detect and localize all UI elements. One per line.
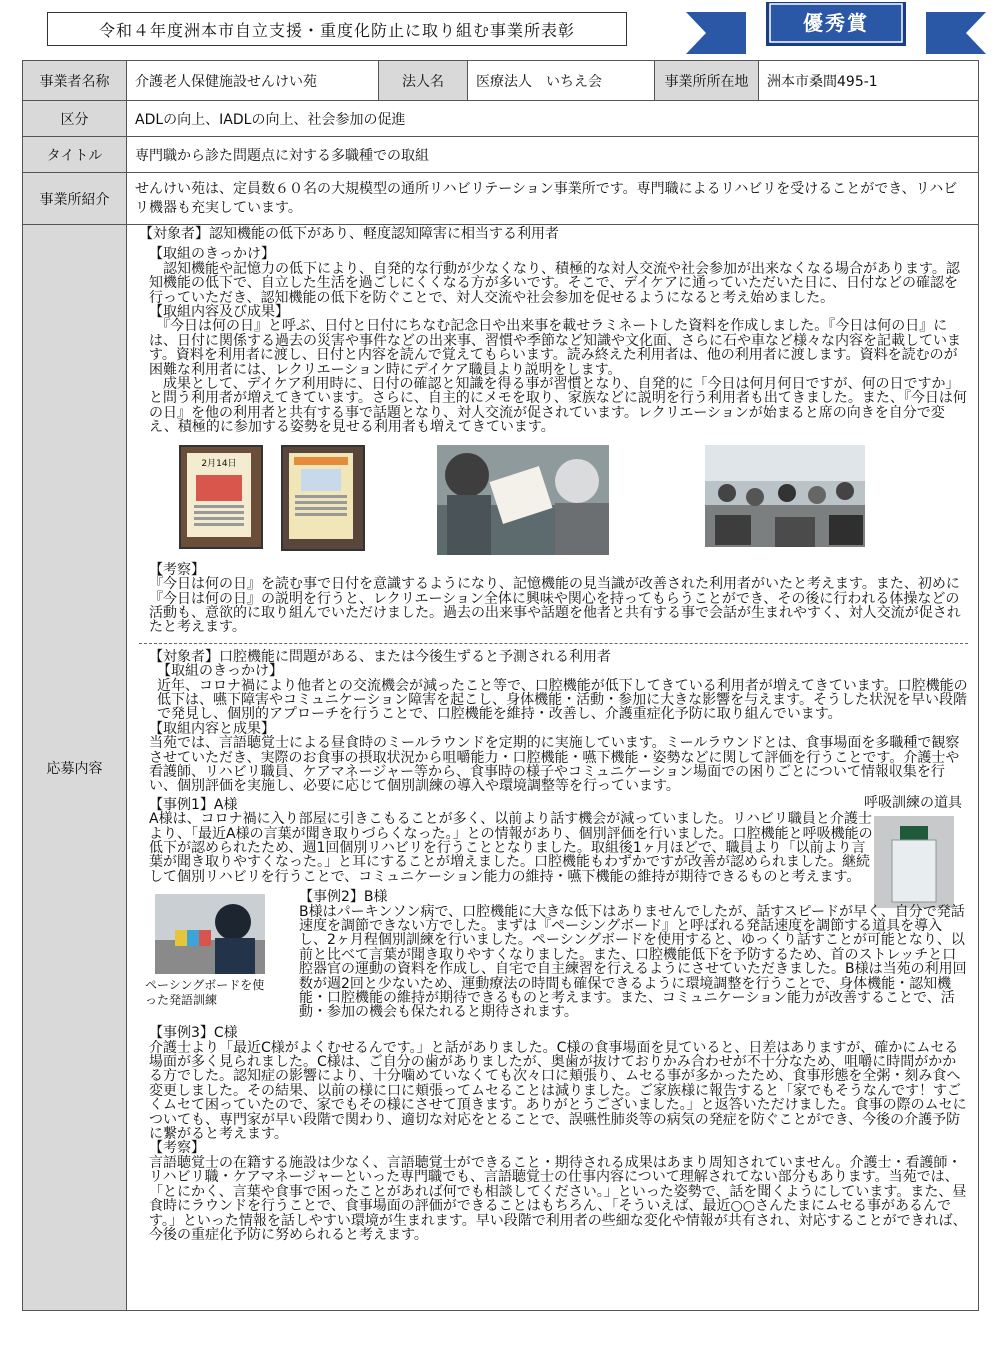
content-body [127, 225, 979, 1311]
corp-value: 医療法人 いちえ会 [468, 61, 655, 101]
s1-content-2: 成果として、デイケア利用時に、日付の確認と知識を得る事が習慣となり、自発的に「今日は何月何日ですが、何の日ですか」と問う利用者が増えてきています。さらに、自主的にメモを取り、家族などに説明を行う利用者も出てきました。また、『今日は何の日』を他の利用者と共有する事で話題となり、対人交流が促されています。レクリエーションが始まると席の向きを自分で変え、積極的に参加する姿勢を見せる利用者も増えてきています。 [149, 376, 967, 436]
case1-block [139, 794, 968, 885]
event-card-photo [281, 445, 365, 551]
award-label: 優秀賞 [803, 11, 869, 35]
business-name-value: 介護老人保健施設せんけい苑 [127, 61, 379, 101]
location-value: 洲本市桑間495-1 [759, 61, 979, 101]
s2-content: 当苑では、言語聴覚士による昼食時のミールラウンドを定期的に実施しています。ミールラウンドとは、食事場面を多職種で観察させていただき、実際のお食事の摂取状況から咀嚼能力・口腔機能・嚥下機能・姿勢などに関して評価を行うことです。介護士や看護師、リハビリ職員、ケアマネージャー等から、食事時の様子やコミュニケーション場面での困りごとについて情報収集を行い、個別評価を実施し、必要に応じて個別訓練の導入や環境調整等を行っています。 [149, 735, 960, 795]
info-table [22, 60, 979, 1311]
s2-trigger: 近年、コロナ禍により他者との交流機会が減ったこと等で、口腔機能が低下してきている利用者が増えてきています。口腔機能の低下は、嚥下障害やコミュニケーション障害を起こし、身体機能・活動・参加に大きな影響を与えます。そうした状況を早い段階で発見し、個別的アプローチを行うことで、口腔機能を維持・改善し、介護重症化予防に取り組んでいます。 [157, 677, 968, 723]
s1-trigger: 認知機能や記憶力の低下により、自発的な行動が少なくなり、積極的な対人交流や社会参加が出来なくなる場合があります。認知機能の低下で、自立した生活を過ごしにくくなる方が多いです。そこで、デイケアに通っていただいた日に、日付などの確認を行っていただき、認知機能の低下を防ぐことで、対人交流や社会参加を促せるようになると考え始めました。 [149, 260, 960, 306]
calendar-card-photo [179, 445, 263, 549]
case1-text: A様は、コロナ禍に入り部屋に引きこもることが多く、以前より話す機会が減っていました。リハビリ職員と介護士より、「最近A様の言葉が聞き取りづらくなった。」との情報があり、個別評価を行いました。口腔機能と呼吸機能の低下が認められたため、週1回個別リハビリを行うこととなりました。取組後1ヶ月ほどで、職員より「以前より言葉が聞き取りやすくなった。」と耳にすることが増えました。口腔機能もわずかですが改善が認められました。継続して個別リハビリを行うことで、コミュニケーション能力の維持・嚥下機能の維持が期待できるものと考えます。 [149, 811, 873, 885]
case2-caption: ペーシングボードを使った発語訓練 [145, 978, 265, 1008]
case2-text: B様はパーキンソン病で、口腔機能に大きな低下はありませんでしたが、話すスピードが早く、自分で発話速度を調節できない方でした。まずは『ペーシングボード』と呼ばれる発話速度を調節する道具を導入し、2ヶ月程個別訓練を行いました。ペーシングボードを使用すると、ゆっくり話すことが可能となり、以前と比べて言葉が聞き取りやすくなりました。また、口腔機能低下を予防するため、首のストレッチと口腔器官の運動の資料を作成し、自宅で自主練習を行えるようにさせていただきました。B様は当苑の利用回数が週2回と少ないため、運動療法の時間も確保できるように環境調整を行うことで、身体機能・認知機能・口腔機能の維持が期待できるものと考えます。また、コミュニケーション能力が改善することで、活動・参加の機会も保たれると期待されます。 [299, 903, 967, 1021]
category-value: ADLの向上、IADLの向上、社会参加の促進 [127, 101, 979, 137]
page-title: 令和４年度洲本市自立支援・重度化防止に取り組む事業所表彰 [47, 12, 627, 46]
s1-content-heading: 【取組内容及び成果】 [149, 304, 289, 321]
title-label: タイトル [23, 137, 127, 173]
s2-consider: 言語聴覚士の在籍する施設は少なく、言語聴覚士ができること・期待される成果はあまり周知されていません。介護士・看護師・リハビリ職・ケアマネージャーといった専門職でも、言語聴覚士の仕事内容について理解されてない部分もあります。当苑では、「とにかく、言葉や食事で困ったことがあれば何でも相談してください。」といった姿勢で、話を聞くようにしています。また、昼食時にラウンドを行うことで、食事場面の評価ができることはもちろん、「そういえば、最近○○さんたまにムセる事があるんです。」といった情報を話しやすい環境が生まれます。早い段階で利用者の些細な変化や情報が共有され、対応することができれば、今後の重症化予防に努められると考えます。 [149, 1154, 967, 1243]
s1-trigger-heading: 【取組のきっかけ】 [149, 246, 275, 263]
pacing-board-photo [155, 894, 265, 974]
s2-content-heading: 【取組内容と成果】 [149, 720, 275, 737]
reading-session-photo [437, 445, 609, 555]
s2-trigger-heading: 【取組のきっかけ】 [157, 663, 283, 680]
content-label: 応募内容 [23, 225, 127, 1311]
s1-content-1: 『今日は何の日』と呼ぶ、日付と日付にちなむ記念日や出来事を載せラミネートした資料を作成しました。『今日は何の日』には、日付に関係する過去の災害や事件などの出来事、習慣や季節など知識や文化面、さらに石や車など様々な内容を記載しています。資料を利用者に渡し、日付と内容を読んで覚えてもらいます。読み終えた利用者は、他の利用者に渡します。資料を読むのが困難な利用者には、レクリエーション時にデイケア職員より説明をします。 [149, 318, 961, 378]
case2-heading: 【事例2】B様 [299, 889, 388, 906]
case2-block [139, 890, 968, 1036]
location-label: 事業所所在地 [655, 61, 759, 101]
section-divider [139, 643, 968, 644]
s1-consider: 『今日は何の日』を読む事で日付を意識するようになり、記憶機能の見当識が改善された利用者がいたと考えます。また、初めに『今日は何の日』の説明を行うと、レクリエーション全体に興味や関心を持ってもらうことができ、その後に行われる体操などの活動も、意欲的に取り組んでいただけました。過去の出来事や話題を他者と共有する事で会話が生まれやすく、対人交流が促されたと考えます。 [149, 576, 961, 636]
category-label: 区分 [23, 101, 127, 137]
case3-text: 介護士より「最近C様がよくむせるんです。」と話がありました。C様の食事場面を見ていると、日差はありますが、確かにムセる場面が多く見られました。C様は、ご自分の歯がありましたが、奥歯が抜けておりかみ合わせが不十分なため、咀嚼に時間がかかる方でした。認知症の影響により、十分噛めていなくても次々口に頬張り、ムセる事が多かったため、食事形態を全粥・刻み食へ変更しました。その結果、以前の様に口に頬張ってムセることは減りました。ご家族様に報告すると「家でもそうなんです！すごくムセて困っていたので、家でもその様にさせて頂きます。ありがとうございました。」と返答いただけました。食事の際のムセについても、専門家が早い段階で関わり、適切な対応をとることで、誤嚥性肺炎等の病気の発症を防ぐことができ、今後の介護予防に繋がると考えます。 [149, 1039, 967, 1143]
s1-photo-row [139, 445, 968, 563]
s2-consider-heading: 【考察】 [149, 1140, 205, 1157]
case1-caption: 呼吸訓練の道具 [864, 794, 962, 811]
calendar-card-date: 2月14日 [201, 458, 237, 469]
s2-target: 【対象者】口腔機能に問題がある、または今後生ずると予測される利用者 [149, 648, 611, 665]
case1-heading: 【事例1】A様 [149, 796, 238, 813]
intro-value: せんけい苑は、定員数６０名の大規模型の通所リハビリテーション事業所です。専門職によるリハビリを受けることができ、リハビリ機器も充実しています。 [127, 173, 979, 225]
title-value: 専門職から診た問題点に対する多職種での取組 [127, 137, 979, 173]
s1-consider-heading: 【考察】 [149, 561, 205, 578]
business-name-label: 事業者名称 [23, 61, 127, 101]
s1-target: 【対象者】認知機能の低下があり、軽度認知障害に相当する利用者 [139, 226, 559, 242]
corp-label: 法人名 [379, 61, 468, 101]
case3-heading: 【事例3】C様 [149, 1025, 238, 1042]
recreation-room-photo [705, 445, 865, 547]
intro-label: 事業所紹介 [23, 173, 127, 225]
